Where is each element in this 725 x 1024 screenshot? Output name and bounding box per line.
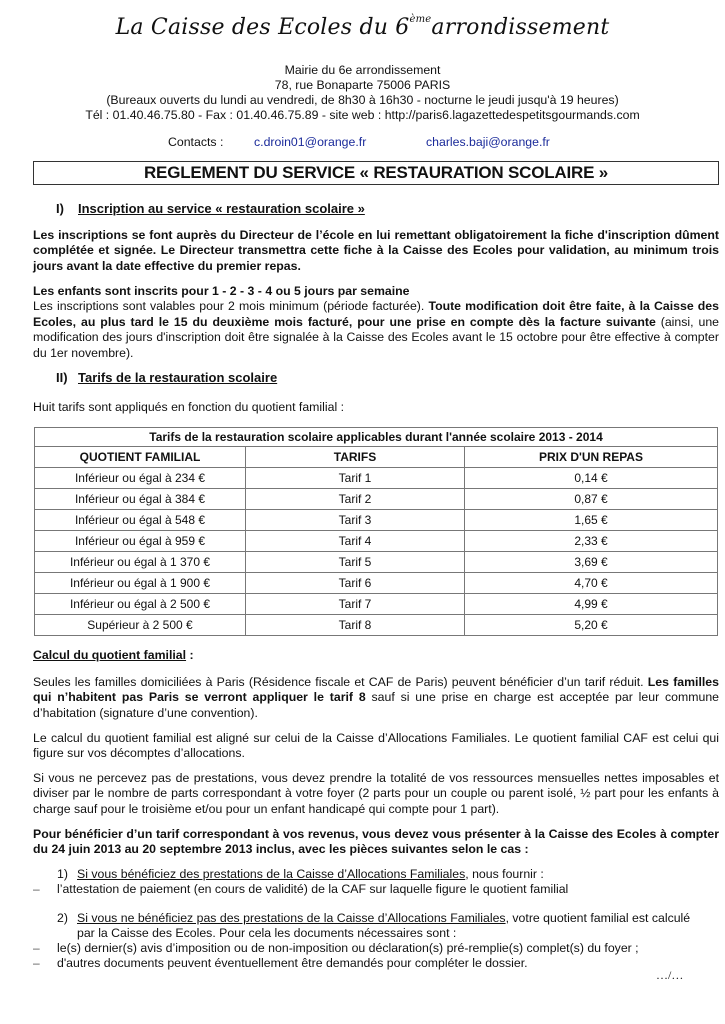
- bullet-dash: –: [33, 882, 40, 896]
- quotient-cell: Inférieur ou égal à 1 370 €: [35, 552, 246, 573]
- contact-email-link[interactable]: charles.baji@orange.fr: [426, 135, 550, 149]
- document-banner-title: REGLEMENT DU SERVICE « RESTAURATION SCOLAIRE »: [33, 161, 719, 185]
- document-item: l’attestation de paiement (en cours de validité) de la CAF sur laquelle figure le quotient familial: [57, 882, 569, 896]
- page-title: [0, 14, 725, 40]
- table-row: [35, 468, 718, 489]
- case-2-continuation: par la Caisse des Ecoles. Pour cela les documents nécessaires sont :: [77, 926, 457, 940]
- title-main: La Caisse des Ecoles du 6: [115, 15, 410, 40]
- document-item: le(s) dernier(s) avis d’imposition ou de non-imposition ou déclaration(s) pré-remplie(s) complet(s) du foyer ;: [57, 941, 639, 955]
- case-number: 2): [57, 911, 68, 925]
- modification-example: (ainsi, une modification des jours d'inscription doit être signalée à la Caisse des Ecoles avant le 15 octobre pour être effective à compter du 1er novembre).: [33, 314, 719, 360]
- document-item: d'autres documents peuvent éventuellement être demandés pour compléter le dossier.: [57, 956, 528, 970]
- case-rest: , nous fournir :: [465, 867, 544, 881]
- bullet-dash: –: [33, 941, 40, 955]
- price-cell: 5,20 €: [465, 615, 718, 636]
- paris-text: Seules les familles domiciliées à Paris (Résidence fiscale et CAF de Paris) peuvent bénéficier d’un tarif réduit.: [33, 675, 648, 689]
- calcul-heading: [33, 648, 719, 663]
- table-row: [35, 615, 718, 636]
- quotient-cell: Inférieur ou égal à 234 €: [35, 468, 246, 489]
- table-row: [35, 552, 718, 573]
- calcul-title: Calcul du quotient familial: [33, 648, 187, 662]
- section-title: Inscription au service « restauration scolaire »: [78, 201, 365, 216]
- title-end: arrondissement: [431, 15, 610, 40]
- case-rest: , votre quotient familial est calculé: [505, 911, 691, 925]
- tarif-cell: Tarif 3: [246, 510, 465, 531]
- quotient-cell: Inférieur ou égal à 2 500 €: [35, 594, 246, 615]
- section-heading-inscription: [56, 201, 365, 216]
- quotient-cell: Inférieur ou égal à 548 €: [35, 510, 246, 531]
- deadline-paragraph: Pour bénéficier d’un tarif correspondant à vos revenus, vous devez vous présenter à la Caisse des Ecoles à compter du 24 juin 2013 au 20 septembre 2013 inclus, avec les pièces suivantes selon le cas :: [33, 827, 719, 857]
- table-row: [35, 531, 718, 552]
- section-number: I): [56, 201, 64, 216]
- tarif-cell: Tarif 8: [246, 615, 465, 636]
- table-row: [35, 489, 718, 510]
- column-header: TARIFS: [246, 447, 465, 468]
- price-cell: 1,65 €: [465, 510, 718, 531]
- case-number: 1): [57, 867, 68, 881]
- section-heading-tarifs: [56, 370, 277, 385]
- calcul-title-suffix: :: [186, 648, 194, 662]
- case-1: [57, 867, 544, 882]
- price-cell: 0,14 €: [465, 468, 718, 489]
- section-title: Tarifs de la restauration scolaire: [78, 370, 278, 385]
- continued-marker: …/…: [656, 968, 684, 982]
- price-cell: 0,87 €: [465, 489, 718, 510]
- contact-email-link[interactable]: c.droin01@orange.fr: [254, 135, 367, 149]
- table-row: [35, 594, 718, 615]
- title-superscript: ème: [409, 14, 432, 25]
- tarif-cell: Tarif 4: [246, 531, 465, 552]
- address-line: (Bureaux ouverts du lundi au vendredi, de 8h30 à 16h30 - nocturne le jeudi jusqu'à 19 heures): [106, 93, 619, 107]
- column-header: QUOTIENT FAMILIAL: [35, 447, 246, 468]
- case-2: [57, 911, 719, 926]
- tarif-cell: Tarif 6: [246, 573, 465, 594]
- address-line: Mairie du 6e arrondissement: [284, 63, 441, 77]
- tarifs-table: [34, 427, 718, 636]
- paris-residents-paragraph: [33, 675, 719, 721]
- days-per-week-note: Les enfants sont inscrits pour 1 - 2 - 3 - 4 ou 5 jours par semaine: [33, 284, 410, 298]
- table-caption: Tarifs de la restauration scolaire applicables durant l'année scolaire 2013 - 2014: [35, 428, 718, 447]
- price-cell: 4,99 €: [465, 594, 718, 615]
- section-number: II): [56, 370, 68, 385]
- table-row: [35, 573, 718, 594]
- quotient-cell: Inférieur ou égal à 1 900 €: [35, 573, 246, 594]
- inscription-paragraph: Les inscriptions se font auprès du Directeur de l’école en lui remettant obligatoirement la fiche d'inscription dûment complétée et signée. Le Directeur transmettra cette fiche à la Caisse des Ecoles pour validation, au minimum trois jours avant la date effective du premier repas.: [33, 228, 719, 273]
- tarif-cell: Tarif 2: [246, 489, 465, 510]
- column-header: PRIX D'UN REPAS: [465, 447, 718, 468]
- tarifs-intro: Huit tarifs sont appliqués en fonction du quotient familial :: [33, 400, 345, 414]
- price-cell: 3,69 €: [465, 552, 718, 573]
- paris-text-end: sauf si une prise en charge est acceptée par leur commune d’habitation (signature d’une convention).: [33, 690, 719, 720]
- inscription-details: [33, 284, 719, 361]
- contact-phone-web-line: Tél : 01.40.46.75.80 - Fax : 01.40.46.75.89 - site web : http://paris6.lagazettedespetitsgourmands.com: [85, 108, 640, 122]
- modification-rule: Toute modification doit être faite, à la Caisse des Ecoles, au plus tard le 15 du deuxième mois facturé, pour une prise en compte dès la facture suivante: [33, 299, 719, 329]
- address-block: [0, 63, 725, 123]
- quotient-cell: Inférieur ou égal à 959 €: [35, 531, 246, 552]
- case-condition: Si vous ne bénéficiez pas des prestations de la Caisse d’Allocations Familiales: [77, 911, 506, 925]
- tarif-cell: Tarif 7: [246, 594, 465, 615]
- no-benefits-paragraph: Si vous ne percevez pas de prestations, vous devez prendre la totalité de vos ressources mensuelles nettes imposables et diviser par le nombre de parts correspondant à votre foyer (2 parts pour un couple ou parent isolé, ½ part pour les enfants à charge sauf pour le troisième et/ou pour un enfant handicapé qui compte pour 1 part).: [33, 771, 719, 816]
- table-row: [35, 510, 718, 531]
- validity-text: Les inscriptions sont valables pour 2 mois minimum (période facturée).: [33, 299, 429, 314]
- caf-alignment-paragraph: Le calcul du quotient familial est aligné sur celui de la Caisse d’Allocations Familiales. Le quotient familial CAF est celui qui figure sur vos décomptes d’allocations.: [33, 731, 719, 761]
- quotient-cell: Inférieur ou égal à 384 €: [35, 489, 246, 510]
- tarif-cell: Tarif 1: [246, 468, 465, 489]
- address-line: 78, rue Bonaparte 75006 PARIS: [274, 78, 451, 92]
- tarif-cell: Tarif 5: [246, 552, 465, 573]
- non-paris-rule: Les familles qui n’habitent pas Paris se verront appliquer le tarif 8: [33, 675, 719, 705]
- contacts-label: Contacts :: [168, 135, 224, 149]
- price-cell: 2,33 €: [465, 531, 718, 552]
- price-cell: 4,70 €: [465, 573, 718, 594]
- bullet-dash: –: [33, 956, 40, 970]
- case-condition: Si vous bénéficiez des prestations de la Caisse d’Allocations Familiales: [77, 867, 466, 881]
- quotient-cell: Supérieur à 2 500 €: [35, 615, 246, 636]
